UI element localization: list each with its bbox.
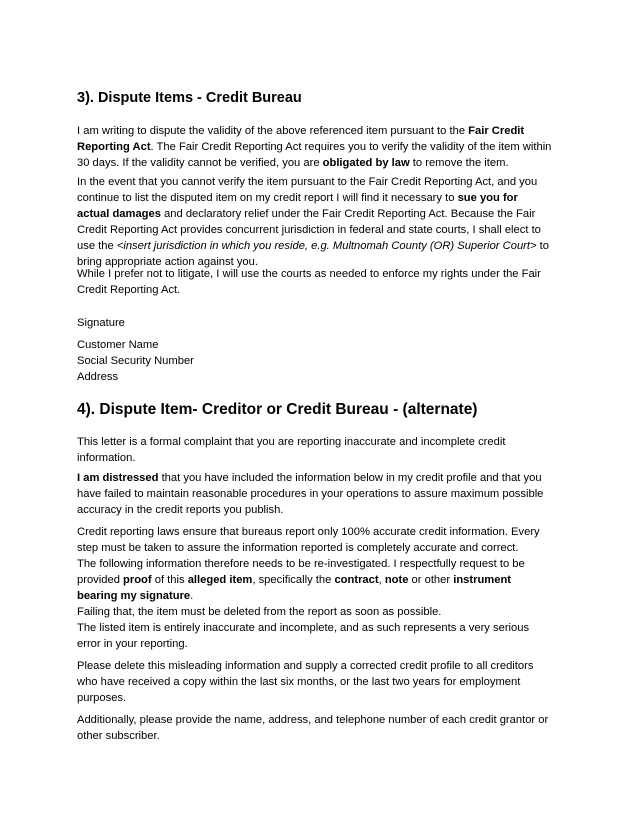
section-3-heading: 3). Dispute Items - Credit Bureau: [77, 90, 302, 106]
section-3-paragraph-3: While I prefer not to litigate, I will use the courts as needed to enforce my rights under the Fair Credit Reporting Act.: [77, 268, 541, 296]
signature-label: Signature: [77, 317, 125, 329]
signature-block: [77, 337, 567, 385]
section-4-paragraph-4: Failing that, the item must be deleted from the report as soon as possible. The listed item is entirely inaccurate and incomplete, and as such represents a very serious error in your reporting.: [77, 606, 530, 650]
customer-name: Customer Name: [77, 339, 159, 351]
address: Address: [77, 371, 119, 383]
section-4-heading: 4). Dispute Item- Creditor or Credit Bureau - (alternate): [77, 401, 478, 418]
section-3-paragraph-1: I am writing to dispute the validity of the above referenced item pursuant to the Fair Credit Reporting Act. The Fair Credit Reporting Act requires you to verify the validity of the item within 30 days. If the validity cannot be verified, you are obligated by law to remove the item.: [77, 125, 552, 169]
section-3-paragraph-2: In the event that you cannot verify the item pursuant to the Fair Credit Reporting Act, and you continue to list the disputed item on my credit report I will find it necessary to sue you for actual damages and declaratory relief under the Fair Credit Reporting Act. Because the Fair Credit Reporting Act provides concurrent jurisdiction in federal and state courts, I shall elect to use the <insert jurisdiction in which you reside, e.g. Multnomah County (OR) Superior Court> to bring appropriate action against you.: [77, 176, 549, 268]
section-4-paragraph-2: I am distressed that you have included the information below in my credit profile and that you have failed to maintain reasonable procedures in your operations to assure maximum possible accuracy in the credit reports you publish.: [77, 472, 544, 516]
section-4-paragraph-6: Additionally, please provide the name, address, and telephone number of each credit grantor or other subscriber.: [77, 714, 549, 742]
section-4-paragraph-5: Please delete this misleading information and supply a corrected credit profile to all creditors who have received a copy within the last six months, or the last two years for employment purposes.: [77, 660, 534, 704]
social-security-number: Social Security Number: [77, 355, 194, 367]
section-4-paragraph-1: This letter is a formal complaint that you are reporting inaccurate and incomplete credit information.: [77, 436, 506, 464]
section-4-paragraph-3: Credit reporting laws ensure that bureaus report only 100% accurate credit information. Every step must be taken to assure the information reported is completely accurate and correct. The following information therefore needs to be re-investigated. I respectfully request to be provided proof of this alleged item, specifically the contract, note or other instrument bearing my signature.: [77, 526, 540, 602]
